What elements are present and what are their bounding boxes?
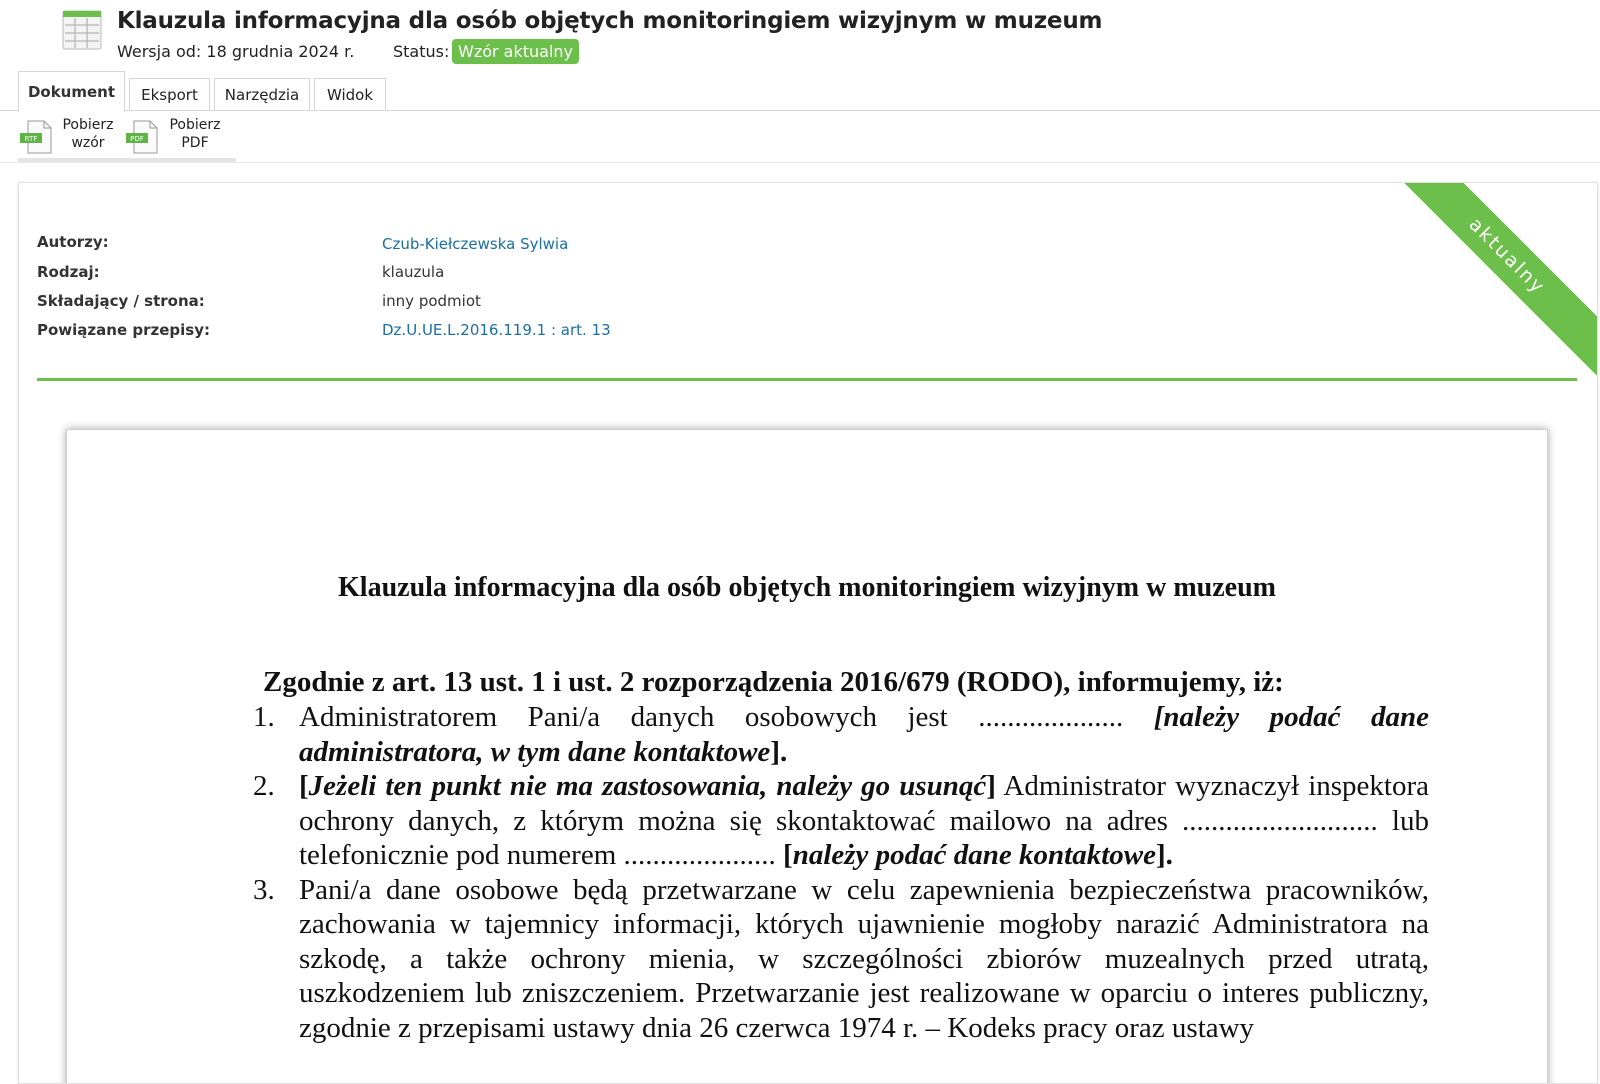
rtf-badge-text: RTF bbox=[24, 135, 38, 143]
tab-eksport[interactable]: Eksport bbox=[129, 78, 210, 111]
list-item bbox=[253, 769, 1429, 873]
item-text: [ bbox=[783, 839, 793, 871]
item-text: Pani/a dane osobowe będą przetwarzane w celu zapewnienia bezpieczeństwa pracowników, zachowania w tajemnicy informacji, których ujawnienie mogłoby narazić Administratora na szkodę, a także ochrony mienia, w szczególności zbiorów muzealnych przed utratą, uszkodzeniem lub zniszczeniem. Przetwarzanie jest realizowane w oparciu o interes publiczny, zgodnie z przepisami ustawy dnia 26 czerwca 1974 r. – Kodeks pracy oraz ustawy bbox=[299, 873, 1429, 1044]
regulation-link[interactable]: Dz.U.UE.L.2016.119.1 : art. 13 bbox=[382, 321, 611, 339]
list-number: 3. bbox=[253, 873, 275, 906]
ribbon-label: aktualny bbox=[1397, 183, 1597, 377]
item-note: Jeżeli ten punkt nie ma zastosowania, należy go usunąć bbox=[308, 770, 987, 802]
document-intro: Zgodnie z art. 13 ust. 1 i ust. 2 rozporządzenia 2016/679 (RODO), informujemy, iż: bbox=[263, 666, 1284, 698]
list-item bbox=[253, 873, 1429, 1046]
download-pdf-label-2: PDF bbox=[181, 135, 209, 151]
version-date: Wersja od: 18 grudnia 2024 r. bbox=[117, 42, 355, 61]
meta-value: klauzula bbox=[382, 263, 445, 281]
item-text: ] bbox=[986, 770, 996, 802]
green-divider bbox=[37, 378, 1577, 381]
document-title: Klauzula informacyjna dla osób objętych monitoringiem wizyjnym w muzeum bbox=[338, 572, 1276, 603]
clause-list bbox=[253, 700, 1429, 1045]
rtf-file-icon bbox=[20, 120, 52, 154]
document-card bbox=[18, 182, 1598, 1084]
tab-divider bbox=[0, 110, 1600, 111]
item-text: ]. bbox=[1155, 839, 1173, 871]
download-template-label-2: wzór bbox=[71, 135, 105, 151]
document-preview bbox=[66, 429, 1548, 1084]
meta-label: Składający / strona: bbox=[37, 292, 205, 310]
meta-value: inny podmiot bbox=[382, 292, 481, 310]
tab-dokument[interactable]: Dokument bbox=[18, 71, 125, 112]
tab-widok[interactable]: Widok bbox=[314, 78, 386, 111]
author-link[interactable]: Czub-Kiełczewska Sylwia bbox=[382, 235, 569, 253]
item-placeholder: należy podać dane kontaktowe bbox=[792, 839, 1156, 871]
download-template-label-1: Pobierz bbox=[62, 117, 114, 133]
status-label: Status: bbox=[393, 42, 450, 61]
item-text: Administratorem Pani/a danych osobowych jest .................... bbox=[299, 701, 1154, 733]
item-text: ]. bbox=[770, 735, 788, 768]
meta-label: Autorzy: bbox=[37, 233, 109, 251]
spreadsheet-document-icon bbox=[62, 10, 102, 50]
download-template-button[interactable] bbox=[18, 116, 123, 160]
item-text: [ bbox=[299, 770, 309, 802]
page-title: Klauzula informacyjna dla osób objętych monitoringiem wizyjnym w muzeum bbox=[117, 8, 1103, 34]
list-item bbox=[253, 700, 1429, 769]
download-pdf-button[interactable] bbox=[126, 116, 231, 160]
download-pdf-label-1: Pobierz bbox=[169, 117, 221, 133]
item-placeholder: [należy podać dane administratora, w tym dane kontaktowe bbox=[299, 701, 1429, 768]
pdf-badge-text: PDF bbox=[130, 135, 144, 143]
toolbar-divider bbox=[0, 162, 1600, 163]
pdf-file-icon bbox=[126, 120, 158, 154]
list-number: 2. bbox=[253, 770, 275, 802]
status-ribbon bbox=[1397, 183, 1597, 383]
tab-narzedzia[interactable]: Narzędzia bbox=[214, 78, 310, 111]
meta-label: Powiązane przepisy: bbox=[37, 321, 210, 339]
list-number: 1. bbox=[253, 701, 275, 733]
status-badge: Wzór aktualny bbox=[452, 39, 579, 64]
meta-label: Rodzaj: bbox=[37, 263, 100, 281]
item-text: Administrator wyznaczył inspektora ochrony danych, z którym można się skontaktować mailowo na adres ........................... lub telefonicznie pod numerem ..................... bbox=[299, 770, 1429, 871]
